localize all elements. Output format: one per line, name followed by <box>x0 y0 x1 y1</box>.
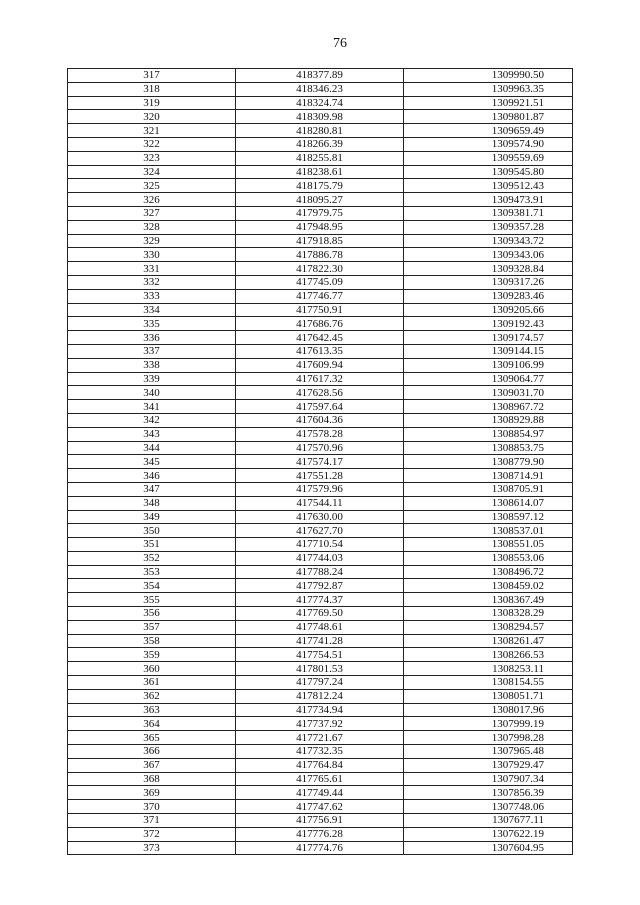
y-coordinate-cell: 1309381.71 <box>404 206 573 220</box>
x-coordinate-cell: 417756.91 <box>236 814 404 828</box>
y-coordinate-cell: 1309963.35 <box>404 82 573 96</box>
x-coordinate-cell: 417721.67 <box>236 731 404 745</box>
table-row <box>68 758 573 772</box>
x-coordinate-cell: 417749.44 <box>236 786 404 800</box>
x-coordinate-cell: 417822.30 <box>236 262 404 276</box>
table-row <box>68 689 573 703</box>
table-row <box>68 593 573 607</box>
table-row <box>68 607 573 621</box>
y-coordinate-cell: 1309357.28 <box>404 220 573 234</box>
point-number-cell: 342 <box>68 413 236 427</box>
point-number-cell: 357 <box>68 620 236 634</box>
point-number-cell: 321 <box>68 124 236 138</box>
page-number: 76 <box>333 36 347 51</box>
table-row <box>68 538 573 552</box>
table-row <box>68 248 573 262</box>
table-row <box>68 262 573 276</box>
y-coordinate-cell: 1309574.90 <box>404 137 573 151</box>
y-coordinate-cell: 1308154.55 <box>404 676 573 690</box>
x-coordinate-cell: 417597.64 <box>236 400 404 414</box>
x-coordinate-cell: 418095.27 <box>236 193 404 207</box>
y-coordinate-cell: 1309031.70 <box>404 386 573 400</box>
point-number-cell: 352 <box>68 551 236 565</box>
x-coordinate-cell: 417604.36 <box>236 413 404 427</box>
table-row <box>68 455 573 469</box>
table-row <box>68 96 573 110</box>
point-number-cell: 349 <box>68 510 236 524</box>
x-coordinate-cell: 417979.75 <box>236 206 404 220</box>
y-coordinate-cell: 1309328.84 <box>404 262 573 276</box>
point-number-cell: 354 <box>68 579 236 593</box>
y-coordinate-cell: 1308266.53 <box>404 648 573 662</box>
x-coordinate-cell: 417792.87 <box>236 579 404 593</box>
y-coordinate-cell: 1307998.28 <box>404 731 573 745</box>
point-number-cell: 358 <box>68 634 236 648</box>
y-coordinate-cell: 1308854.97 <box>404 427 573 441</box>
y-coordinate-cell: 1307604.95 <box>404 841 573 855</box>
point-number-cell: 319 <box>68 96 236 110</box>
point-number-cell: 365 <box>68 731 236 745</box>
y-coordinate-cell: 1309473.91 <box>404 193 573 207</box>
point-number-cell: 320 <box>68 110 236 124</box>
x-coordinate-cell: 417948.95 <box>236 220 404 234</box>
table-row <box>68 496 573 510</box>
table-row <box>68 358 573 372</box>
x-coordinate-cell: 417746.77 <box>236 289 404 303</box>
y-coordinate-cell: 1308367.49 <box>404 593 573 607</box>
x-coordinate-cell: 417774.37 <box>236 593 404 607</box>
point-number-cell: 338 <box>68 358 236 372</box>
point-number-cell: 356 <box>68 607 236 621</box>
x-coordinate-cell: 417748.61 <box>236 620 404 634</box>
y-coordinate-cell: 1309144.15 <box>404 344 573 358</box>
y-coordinate-cell: 1309343.72 <box>404 234 573 248</box>
x-coordinate-cell: 417642.45 <box>236 331 404 345</box>
table-row <box>68 165 573 179</box>
x-coordinate-cell: 417613.35 <box>236 344 404 358</box>
y-coordinate-cell: 1309283.46 <box>404 289 573 303</box>
x-coordinate-cell: 418377.89 <box>236 69 404 83</box>
table-row <box>68 800 573 814</box>
x-coordinate-cell: 417918.85 <box>236 234 404 248</box>
y-coordinate-cell: 1308496.72 <box>404 565 573 579</box>
y-coordinate-cell: 1308853.75 <box>404 441 573 455</box>
x-coordinate-cell: 417886.78 <box>236 248 404 262</box>
table-row <box>68 110 573 124</box>
y-coordinate-cell: 1308705.91 <box>404 482 573 496</box>
x-coordinate-cell: 417732.35 <box>236 745 404 759</box>
table-row <box>68 179 573 193</box>
point-number-cell: 373 <box>68 841 236 855</box>
table-row <box>68 524 573 538</box>
point-number-cell: 329 <box>68 234 236 248</box>
x-coordinate-cell: 417737.92 <box>236 717 404 731</box>
table-row <box>68 676 573 690</box>
point-number-cell: 334 <box>68 303 236 317</box>
table-row <box>68 303 573 317</box>
point-number-cell: 326 <box>68 193 236 207</box>
y-coordinate-cell: 1307856.39 <box>404 786 573 800</box>
table-row <box>68 841 573 855</box>
x-coordinate-cell: 417769.50 <box>236 607 404 621</box>
point-number-cell: 325 <box>68 179 236 193</box>
table-row <box>68 551 573 565</box>
y-coordinate-cell: 1309343.06 <box>404 248 573 262</box>
table-body <box>68 69 573 855</box>
point-number-cell: 328 <box>68 220 236 234</box>
table-row <box>68 634 573 648</box>
table-row <box>68 137 573 151</box>
x-coordinate-cell: 417741.28 <box>236 634 404 648</box>
table-row <box>68 386 573 400</box>
point-number-cell: 364 <box>68 717 236 731</box>
y-coordinate-cell: 1308779.90 <box>404 455 573 469</box>
y-coordinate-cell: 1308051.71 <box>404 689 573 703</box>
point-number-cell: 368 <box>68 772 236 786</box>
point-number-cell: 335 <box>68 317 236 331</box>
x-coordinate-cell: 417765.61 <box>236 772 404 786</box>
y-coordinate-cell: 1309174.57 <box>404 331 573 345</box>
y-coordinate-cell: 1308017.96 <box>404 703 573 717</box>
x-coordinate-cell: 417710.54 <box>236 538 404 552</box>
table-row <box>68 579 573 593</box>
x-coordinate-cell: 417744.03 <box>236 551 404 565</box>
table-row <box>68 82 573 96</box>
y-coordinate-cell: 1308253.11 <box>404 662 573 676</box>
x-coordinate-cell: 417734.94 <box>236 703 404 717</box>
y-coordinate-cell: 1309921.51 <box>404 96 573 110</box>
y-coordinate-cell: 1309659.49 <box>404 124 573 138</box>
y-coordinate-cell: 1309990.50 <box>404 69 573 83</box>
table-row <box>68 565 573 579</box>
coordinate-table <box>67 68 573 855</box>
table-row <box>68 400 573 414</box>
x-coordinate-cell: 417630.00 <box>236 510 404 524</box>
point-number-cell: 362 <box>68 689 236 703</box>
y-coordinate-cell: 1307965.48 <box>404 745 573 759</box>
table-row <box>68 648 573 662</box>
table-row <box>68 662 573 676</box>
point-number-cell: 340 <box>68 386 236 400</box>
point-number-cell: 372 <box>68 827 236 841</box>
table-row <box>68 441 573 455</box>
table-row <box>68 69 573 83</box>
table-row <box>68 206 573 220</box>
table-row <box>68 469 573 483</box>
table-row <box>68 717 573 731</box>
y-coordinate-cell: 1307677.11 <box>404 814 573 828</box>
y-coordinate-cell: 1309192.43 <box>404 317 573 331</box>
y-coordinate-cell: 1308967.72 <box>404 400 573 414</box>
table-row <box>68 786 573 800</box>
point-number-cell: 370 <box>68 800 236 814</box>
y-coordinate-cell: 1308328.29 <box>404 607 573 621</box>
point-number-cell: 344 <box>68 441 236 455</box>
x-coordinate-cell: 417812.24 <box>236 689 404 703</box>
y-coordinate-cell: 1309064.77 <box>404 372 573 386</box>
x-coordinate-cell: 417754.51 <box>236 648 404 662</box>
point-number-cell: 351 <box>68 538 236 552</box>
x-coordinate-cell: 418309.98 <box>236 110 404 124</box>
point-number-cell: 353 <box>68 565 236 579</box>
y-coordinate-cell: 1308294.57 <box>404 620 573 634</box>
table-row <box>68 827 573 841</box>
x-coordinate-cell: 418175.79 <box>236 179 404 193</box>
y-coordinate-cell: 1309205.66 <box>404 303 573 317</box>
table-row <box>68 814 573 828</box>
y-coordinate-cell: 1307999.19 <box>404 717 573 731</box>
point-number-cell: 348 <box>68 496 236 510</box>
table-row <box>68 317 573 331</box>
table-row <box>68 772 573 786</box>
table-row <box>68 703 573 717</box>
point-number-cell: 359 <box>68 648 236 662</box>
point-number-cell: 333 <box>68 289 236 303</box>
x-coordinate-cell: 418238.61 <box>236 165 404 179</box>
point-number-cell: 318 <box>68 82 236 96</box>
point-number-cell: 360 <box>68 662 236 676</box>
point-number-cell: 366 <box>68 745 236 759</box>
table-row <box>68 151 573 165</box>
x-coordinate-cell: 418266.39 <box>236 137 404 151</box>
x-coordinate-cell: 418255.81 <box>236 151 404 165</box>
point-number-cell: 343 <box>68 427 236 441</box>
x-coordinate-cell: 417774.76 <box>236 841 404 855</box>
y-coordinate-cell: 1308929.88 <box>404 413 573 427</box>
x-coordinate-cell: 417578.28 <box>236 427 404 441</box>
y-coordinate-cell: 1308261.47 <box>404 634 573 648</box>
point-number-cell: 337 <box>68 344 236 358</box>
x-coordinate-cell: 417544.11 <box>236 496 404 510</box>
table-row <box>68 275 573 289</box>
x-coordinate-cell: 417551.28 <box>236 469 404 483</box>
x-coordinate-cell: 417776.28 <box>236 827 404 841</box>
point-number-cell: 317 <box>68 69 236 83</box>
y-coordinate-cell: 1309559.69 <box>404 151 573 165</box>
table-row <box>68 413 573 427</box>
y-coordinate-cell: 1308551.05 <box>404 538 573 552</box>
x-coordinate-cell: 418346.23 <box>236 82 404 96</box>
x-coordinate-cell: 418280.81 <box>236 124 404 138</box>
point-number-cell: 322 <box>68 137 236 151</box>
point-number-cell: 332 <box>68 275 236 289</box>
x-coordinate-cell: 417627.70 <box>236 524 404 538</box>
y-coordinate-cell: 1308714.91 <box>404 469 573 483</box>
x-coordinate-cell: 417617.32 <box>236 372 404 386</box>
y-coordinate-cell: 1308597.12 <box>404 510 573 524</box>
point-number-cell: 350 <box>68 524 236 538</box>
x-coordinate-cell: 417797.24 <box>236 676 404 690</box>
table-row <box>68 344 573 358</box>
y-coordinate-cell: 1309512.43 <box>404 179 573 193</box>
table-row <box>68 372 573 386</box>
y-coordinate-cell: 1308553.06 <box>404 551 573 565</box>
table-row <box>68 331 573 345</box>
table-row <box>68 427 573 441</box>
table-row <box>68 234 573 248</box>
x-coordinate-cell: 417628.56 <box>236 386 404 400</box>
y-coordinate-cell: 1309317.26 <box>404 275 573 289</box>
point-number-cell: 345 <box>68 455 236 469</box>
table-row <box>68 745 573 759</box>
table-row <box>68 124 573 138</box>
x-coordinate-cell: 417686.76 <box>236 317 404 331</box>
table-row <box>68 220 573 234</box>
x-coordinate-cell: 417745.09 <box>236 275 404 289</box>
x-coordinate-cell: 417570.96 <box>236 441 404 455</box>
x-coordinate-cell: 417750.91 <box>236 303 404 317</box>
point-number-cell: 346 <box>68 469 236 483</box>
x-coordinate-cell: 418324.74 <box>236 96 404 110</box>
x-coordinate-cell: 417579.96 <box>236 482 404 496</box>
table-row <box>68 510 573 524</box>
x-coordinate-cell: 417801.53 <box>236 662 404 676</box>
point-number-cell: 363 <box>68 703 236 717</box>
point-number-cell: 324 <box>68 165 236 179</box>
y-coordinate-cell: 1307622.19 <box>404 827 573 841</box>
y-coordinate-cell: 1308614.07 <box>404 496 573 510</box>
x-coordinate-cell: 417747.62 <box>236 800 404 814</box>
y-coordinate-cell: 1307748.06 <box>404 800 573 814</box>
point-number-cell: 361 <box>68 676 236 690</box>
y-coordinate-cell: 1309106.99 <box>404 358 573 372</box>
y-coordinate-cell: 1309545.80 <box>404 165 573 179</box>
x-coordinate-cell: 417574.17 <box>236 455 404 469</box>
point-number-cell: 330 <box>68 248 236 262</box>
y-coordinate-cell: 1309801.87 <box>404 110 573 124</box>
y-coordinate-cell: 1308459.02 <box>404 579 573 593</box>
table-row <box>68 193 573 207</box>
y-coordinate-cell: 1308537.01 <box>404 524 573 538</box>
point-number-cell: 371 <box>68 814 236 828</box>
point-number-cell: 336 <box>68 331 236 345</box>
table-row <box>68 482 573 496</box>
point-number-cell: 327 <box>68 206 236 220</box>
point-number-cell: 331 <box>68 262 236 276</box>
point-number-cell: 339 <box>68 372 236 386</box>
x-coordinate-cell: 417609.94 <box>236 358 404 372</box>
x-coordinate-cell: 417788.24 <box>236 565 404 579</box>
point-number-cell: 355 <box>68 593 236 607</box>
point-number-cell: 369 <box>68 786 236 800</box>
point-number-cell: 323 <box>68 151 236 165</box>
x-coordinate-cell: 417764.84 <box>236 758 404 772</box>
table-row <box>68 620 573 634</box>
table-row <box>68 289 573 303</box>
y-coordinate-cell: 1307907.34 <box>404 772 573 786</box>
point-number-cell: 341 <box>68 400 236 414</box>
point-number-cell: 367 <box>68 758 236 772</box>
table-row <box>68 731 573 745</box>
y-coordinate-cell: 1307929.47 <box>404 758 573 772</box>
point-number-cell: 347 <box>68 482 236 496</box>
